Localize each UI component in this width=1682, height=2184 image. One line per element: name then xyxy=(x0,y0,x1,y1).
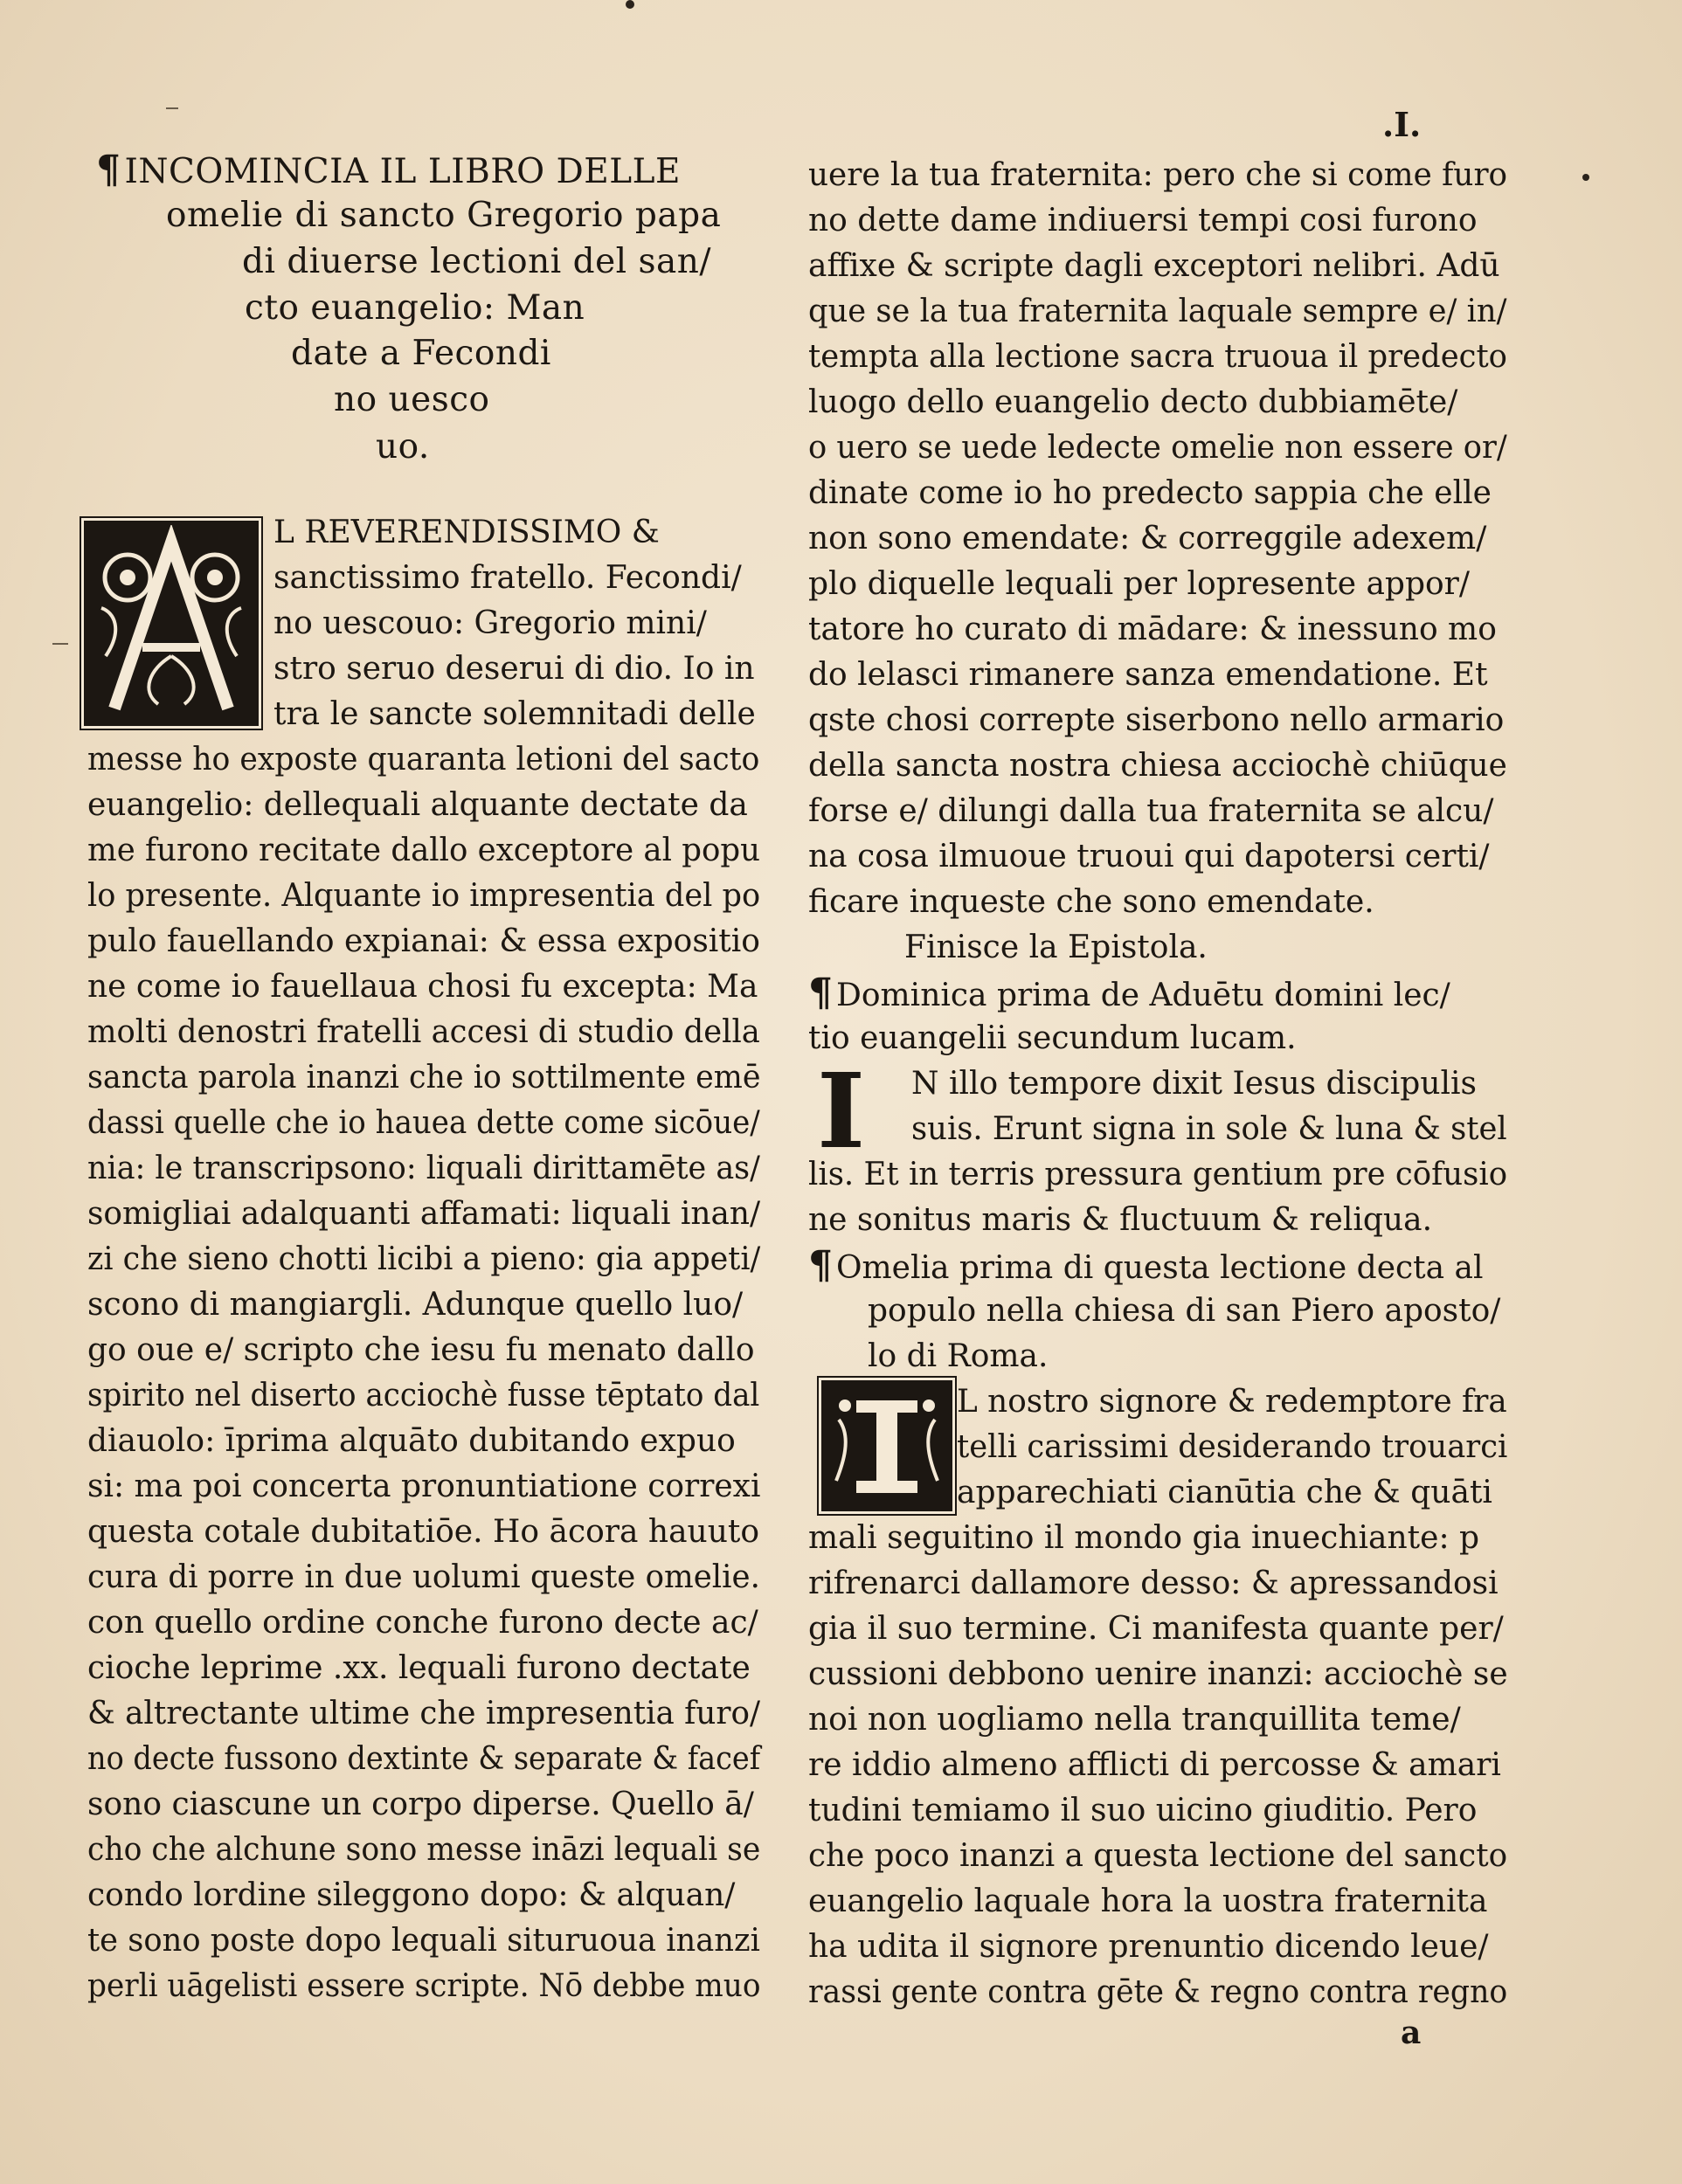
text-line: che poco inanzi a questa lectione del sancto xyxy=(808,1838,1508,1874)
rubric-line: lo di Roma. xyxy=(868,1338,1049,1374)
text-line: L nostro signore & redemptore fra xyxy=(957,1384,1507,1420)
pilcrow-icon: ¶ xyxy=(808,1243,833,1288)
text-line: te sono poste dopo lequali situruoua inanzi xyxy=(87,1923,760,1959)
ink-dot-right xyxy=(1582,174,1589,181)
heading-line: no uesco xyxy=(334,380,490,419)
text-line: me furono recitate dallo exceptore al popu xyxy=(87,833,761,868)
text-line: tempta alla lectione sacra truoua il predecto xyxy=(808,339,1507,375)
margin-dash xyxy=(166,107,178,109)
explicit-line: Finisce la Epistola. xyxy=(904,930,1208,965)
text-line: nia: le transcripsono: liquali dirittamēte as/ xyxy=(87,1151,760,1186)
text-line: suis. Erunt signa in sole & luna & stel xyxy=(911,1111,1507,1147)
text-line: cussioni debbono uenire inanzi: acciochè se xyxy=(808,1656,1508,1692)
signature-mark: a xyxy=(1401,2015,1422,2051)
text-line: ne come io fauellaua chosi fu excepta: Ma xyxy=(87,969,758,1005)
decorated-initial xyxy=(84,521,259,726)
text-line: no dette dame indiuersi tempi cosi furono xyxy=(808,203,1478,238)
text-line: na cosa ilmuoue truoui qui dapotersi certi/ xyxy=(808,839,1490,874)
initial-letter-i: I xyxy=(817,1050,866,1171)
text-line: N illo tempore dixit Iesus discipulis xyxy=(911,1066,1478,1102)
text-line: lis. Et in terris pressura gentium pre cōfusio xyxy=(808,1157,1508,1192)
text-line: molti denostri fratelli accesi di studio della xyxy=(87,1014,760,1050)
heading-line: cto euangelio: Man xyxy=(245,288,585,328)
pilcrow-icon: ¶ xyxy=(96,148,121,192)
text-line: go oue e/ scripto che iesu fu menato dallo xyxy=(87,1332,755,1368)
text-line: & altrectante ultime che impresentia furo/ xyxy=(87,1696,760,1731)
text-line: euangelio laquale hora la uostra fraternita xyxy=(808,1883,1488,1919)
text-line: forse e/ dilungi dalla tua fraternita se alcu/ xyxy=(808,793,1494,829)
rubric-line: tio euangelii secundum lucam. xyxy=(808,1020,1297,1056)
heading-line: omelie di sancto Gregorio papa xyxy=(166,196,722,235)
text-line: qste chosi correpte siserbono nello armario xyxy=(808,702,1505,738)
text-line: ha udita il signore prenuntio dicendo leue/ xyxy=(808,1929,1489,1965)
text-line: somigliai adalquanti affamati: liquali inan/ xyxy=(87,1196,761,1232)
text-line: re iddio almeno afflicti di percosse & amari xyxy=(808,1747,1501,1783)
text-line: lo presente. Alquante io impresentia del po xyxy=(87,878,761,914)
text-line: rifrenarci dallamore desso: & apressandosi xyxy=(808,1565,1499,1601)
text-line: messe ho exposte quaranta letioni del sacto xyxy=(87,742,760,778)
rubric-line: ¶ Omelia prima di questa lectione decta al xyxy=(808,1243,1484,1288)
heading-line: di diuerse lectioni del san/ xyxy=(242,242,712,281)
text-line: spirito nel diserto acciochè fusse tēptato dal xyxy=(87,1378,760,1413)
text-line: luogo dello euangelio decto dubbiamēte/ xyxy=(808,384,1458,420)
text-line: cho che alchune sono messe ināzi lequali se xyxy=(87,1832,761,1868)
text-line: noi non uogliamo nella tranquillita teme/ xyxy=(808,1702,1461,1738)
pilcrow-icon: ¶ xyxy=(808,971,833,1015)
margin-dash-2 xyxy=(52,643,68,645)
text-line: L REVERENDISSIMO & xyxy=(273,515,660,550)
text-line: no decte fussono dextinte & separate & facef xyxy=(87,1741,761,1777)
text-line: non sono emendate: & correggile adexem/ xyxy=(808,521,1487,556)
rubric-line: populo nella chiesa di san Piero aposto/ xyxy=(868,1293,1501,1329)
text-line: della sancta nostra chiesa acciochè chiūque xyxy=(808,748,1507,784)
heading-line: uo. xyxy=(376,427,430,467)
text-line: uere la tua fraternita: pero che si come furo xyxy=(808,157,1508,193)
text-line: sono ciascune un corpo diperse. Quello ā/ xyxy=(87,1787,754,1822)
ornament-letter-i-icon xyxy=(826,1385,948,1507)
rubric-line: ¶ Dominica prima de Aduētu domini lec/ xyxy=(808,971,1450,1015)
text-line: mali seguitino il mondo gia inuechiante: p xyxy=(808,1520,1480,1556)
ornament-letter-a-icon xyxy=(88,525,254,722)
text-line: affixe & scripte dagli exceptori nelibri. Adū xyxy=(808,248,1500,284)
text-line: stro seruo deserui di dio. Io in xyxy=(273,651,755,687)
text-line: do lelasci rimanere sanza emendatione. Et xyxy=(808,657,1488,693)
text-line: que se la tua fraternita laquale sempre e/ in/ xyxy=(808,294,1507,329)
text-line: scono di mangiargli. Adunque quello luo/ xyxy=(87,1287,744,1323)
text-line: tudini temiamo il suo uicino giuditio. Pero xyxy=(808,1793,1478,1828)
text-line: cura di porre in due uolumi queste omelie. xyxy=(87,1559,760,1595)
text-line: questa cotale dubitatiōe. Ho ācora hauuto xyxy=(87,1514,760,1550)
text-line: dinate come io ho predecto sappia che elle xyxy=(808,475,1492,511)
text-line: gia il suo termine. Ci manifesta quante per/ xyxy=(808,1611,1504,1647)
text-line: si: ma poi concerta pronuntiatione correxi xyxy=(87,1469,761,1504)
folio-number: .I. xyxy=(1382,105,1422,144)
heading-line: date a Fecondi xyxy=(291,334,551,373)
text-line: o uero se uede ledecte omelie non essere or/ xyxy=(808,430,1507,466)
text-line: no uescouo: Gregorio mini/ xyxy=(273,605,707,641)
text-line: dassi quelle che io hauea dette come sicōue/ xyxy=(87,1105,760,1141)
text-line: apparechiati cianūtia che & quāti xyxy=(957,1475,1492,1510)
text-line: perli uāgelisti essere scripte. Nō debbe muo xyxy=(87,1968,761,2004)
text-line: tatore ho curato di mādare: & inessuno mo xyxy=(808,612,1497,647)
text-line: ne sonitus maris & fluctuum & reliqua. xyxy=(808,1202,1433,1238)
text-line: sancta parola inanzi che io sottilmente emē xyxy=(87,1060,761,1095)
text-line: ficare inqueste che sono emendate. xyxy=(808,884,1374,920)
text-line: cioche leprime .xx. lequali furono dectate xyxy=(87,1650,751,1686)
text-line: tra le sancte solemnitadi delle xyxy=(273,696,756,732)
text-line: telli carissimi desiderando trouarci xyxy=(957,1429,1508,1465)
text-line: rassi gente contra gēte & regno contra regno xyxy=(808,1974,1508,2010)
text-line: condo lordine sileggono dopo: & alquan/ xyxy=(87,1877,736,1913)
ink-dot-top xyxy=(626,0,634,9)
text-line: diauolo: īprima alquāto dubitando expuo xyxy=(87,1423,736,1459)
decorated-initial xyxy=(821,1380,952,1511)
text-line: con quello ordine conche furono decte ac/ xyxy=(87,1605,758,1641)
text-line: euangelio: dellequali alquante dectate da xyxy=(87,787,748,823)
text-line: zi che sieno chotti licibi a pieno: gia appeti/ xyxy=(87,1241,761,1277)
heading-line: ¶ INCOMINCIA IL LIBRO DELLE xyxy=(96,148,682,192)
text-line: pulo fauellando expianai: & essa expositio xyxy=(87,923,760,959)
text-line: plo diquelle lequali per lopresente appor/ xyxy=(808,566,1471,602)
text-line: sanctissimo fratello. Fecondi/ xyxy=(273,560,742,596)
